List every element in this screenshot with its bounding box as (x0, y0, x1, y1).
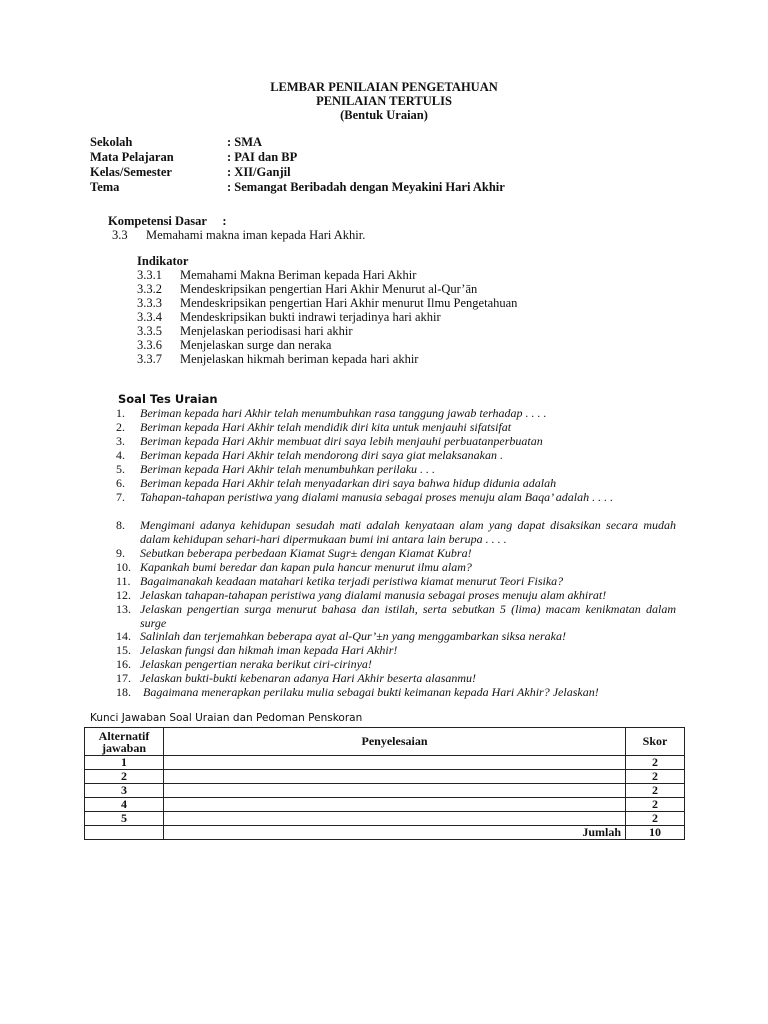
cell-empty (85, 826, 164, 840)
indikator-text: Mendeskripsikan pengertian Hari Akhir Menurut al-Qur’ān (180, 282, 478, 296)
indikator-text: Menjelaskan hikmah beriman kepada hari akhir (180, 352, 419, 366)
soal-text: Tahapan-tahapan peristiwa yang dialami manusia sebagai proses menuju alam Baqa’ adalah . . . . (140, 490, 614, 504)
soal-number: 2. (116, 420, 125, 434)
indikator-text: Memahami Makna Beriman kepada Hari Akhir (180, 268, 417, 282)
soal-item (116, 547, 676, 561)
indikator-heading: Indikator (137, 254, 189, 268)
cell-skor: 2 (626, 812, 685, 826)
indikator-item (137, 324, 353, 339)
soal-item (116, 407, 676, 421)
soal-item (116, 658, 676, 672)
soal-item (116, 449, 676, 463)
kompetensi-number: 3.3 (112, 228, 128, 242)
kunci-caption: Kunci Jawaban Soal Uraian dan Pedoman Penskoran (90, 712, 363, 724)
soal-item (116, 491, 676, 505)
cell-skor: 2 (626, 798, 685, 812)
soal-number: 3. (116, 434, 125, 448)
soal-text: Beriman kepada Hari Akhir telah mendidik diri kita untuk menjauhi sifatsifat (140, 420, 512, 434)
table-row (85, 770, 685, 784)
soal-text: Kapankah bumi beredar dan kapan pula hancur menurut ilmu alam? (140, 560, 472, 574)
soal-number: 14. (116, 629, 131, 643)
soal-text: Jelaskan fungsi dan hikmah iman kepada Hari Akhir! (140, 643, 398, 657)
soal-number: 8. (116, 518, 125, 532)
soal-text: Sebutkan beberapa perbedaan Kiamat Sugr± dengan Kiamat Kubra! (140, 546, 472, 560)
kompetensi-heading: Kompetensi Dasar : (108, 214, 227, 228)
kompetensi-text: Memahami makna iman kepada Hari Akhir. (146, 228, 366, 242)
sheet-form-type: (Bentuk Uraian) (340, 108, 428, 122)
info-value-mapel: : PAI dan BP (227, 150, 298, 164)
soal-item (116, 630, 676, 644)
soal-number: 6. (116, 476, 125, 490)
soal-item (116, 477, 676, 491)
soal-text: Bagaimanakah keadaan matahari ketika terjadi peristiwa kiamat menurut Teori Fisika? (140, 574, 564, 588)
info-value-tema: : Semangat Beribadah dengan Meyakini Hari Akhir (227, 180, 505, 194)
info-label-tema: Tema (90, 180, 120, 194)
soal-item (116, 672, 676, 686)
indikator-item (137, 338, 331, 353)
cell-alternatif: 4 (85, 798, 164, 812)
table-header-row (85, 728, 685, 756)
sheet-title: LEMBAR PENILAIAN PENGETAHUAN (270, 80, 498, 94)
soal-text: Salinlah dan terjemahkan beberapa ayat al-Qur’±n yang menggambarkan siksa neraka! (140, 629, 566, 643)
soal-number: 10. (116, 560, 131, 574)
indikator-text: Mendeskripsikan bukti indrawi terjadinya hari akhir (180, 310, 441, 324)
cell-alternatif: 2 (85, 770, 164, 784)
soal-number: 16. (116, 657, 131, 671)
cell-alternatif: 3 (85, 784, 164, 798)
total-label: Jumlah (164, 826, 626, 840)
soal-number: 4. (116, 448, 125, 462)
soal-text: Beriman kepada hari Akhir telah menumbuhkan rasa tanggung jawab terhadap . . . . (140, 406, 547, 420)
soal-text: Jelaskan pengertian neraka berikut ciri-cirinya! (140, 657, 372, 671)
cell-alternatif: 1 (85, 756, 164, 770)
indikator-item (137, 352, 418, 367)
indikator-item (137, 268, 416, 283)
indikator-number: 3.3.6 (137, 338, 162, 352)
soal-item (116, 435, 676, 449)
soal-item (116, 519, 676, 547)
indikator-number: 3.3.5 (137, 324, 162, 338)
soal-text: Bagaimana menerapkan perilaku mulia sebagai bukti keimanan kepada Hari Akhir? Jelaskan! (140, 685, 599, 699)
soal-item (116, 463, 676, 477)
soal-number: 7. (116, 490, 125, 504)
soal-item (116, 686, 676, 700)
table-row (85, 798, 685, 812)
cell-penyelesaian (164, 784, 626, 798)
cell-alternatif: 5 (85, 812, 164, 826)
indikator-number: 3.3.7 (137, 352, 162, 366)
soal-heading: Soal Tes Uraian (118, 392, 218, 406)
cell-skor: 2 (626, 770, 685, 784)
soal-text: Jelaskan bukti-bukti kebenaran adanya Hari Akhir beserta alasanmu! (140, 671, 477, 685)
header-alternatif: Alternatif jawaban (85, 728, 164, 756)
indikator-item (137, 282, 477, 297)
soal-number: 17. (116, 671, 131, 685)
info-label-kelas: Kelas/Semester (90, 165, 172, 179)
indikator-number: 3.3.3 (137, 296, 162, 310)
soal-number: 11. (116, 574, 131, 588)
cell-penyelesaian (164, 770, 626, 784)
indikator-item (137, 296, 517, 311)
sheet-subtitle: PENILAIAN TERTULIS (316, 94, 452, 108)
cell-skor: 2 (626, 756, 685, 770)
soal-text: Beriman kepada Hari Akhir telah menyadarkan diri saya bahwa hidup didunia adalah (140, 476, 557, 490)
soal-item (116, 644, 676, 658)
header-skor: Skor (626, 728, 685, 756)
header-penyelesaian: Penyelesaian (164, 728, 626, 756)
info-value-sekolah: : SMA (227, 135, 263, 149)
total-value: 10 (626, 826, 685, 840)
table-row (85, 784, 685, 798)
info-label-sekolah: Sekolah (90, 135, 133, 149)
soal-item (116, 575, 676, 589)
soal-item (116, 589, 676, 603)
soal-number: 9. (116, 546, 125, 560)
table-row (85, 812, 685, 826)
soal-text: Jelaskan tahapan-tahapan peristiwa yang dialami manusia sebagai proses menuju alam akhirat! (140, 588, 607, 602)
soal-number: 12. (116, 588, 131, 602)
indikator-number: 3.3.1 (137, 268, 162, 282)
indikator-text: Mendeskripsikan pengertian Hari Akhir menurut Ilmu Pengetahuan (180, 296, 518, 310)
soal-number: 13. (116, 602, 131, 616)
info-label-mapel: Mata Pelajaran (90, 150, 174, 164)
soal-item (116, 603, 676, 631)
soal-item (116, 421, 676, 435)
soal-item (116, 561, 676, 575)
soal-number: 1. (116, 406, 125, 420)
indikator-number: 3.3.2 (137, 282, 162, 296)
soal-text: Jelaskan pengertian surga menurut bahasa dan istilah, serta sebutkan 5 (lima) macam kenikmatan dalam surge (140, 602, 676, 630)
cell-penyelesaian (164, 756, 626, 770)
cell-penyelesaian (164, 812, 626, 826)
cell-skor: 2 (626, 784, 685, 798)
indikator-item (137, 310, 441, 325)
soal-text: Beriman kepada Hari Akhir membuat diri saya lebih menjauhi perbuatanperbuatan (140, 434, 543, 448)
cell-penyelesaian (164, 798, 626, 812)
info-value-kelas: : XII/Ganjil (227, 165, 291, 179)
indikator-text: Menjelaskan surge dan neraka (180, 338, 332, 352)
indikator-text: Menjelaskan periodisasi hari akhir (180, 324, 353, 338)
soal-text: Beriman kepada Hari Akhir telah menumbuhkan perilaku . . . (140, 462, 436, 476)
soal-text: Beriman kepada Hari Akhir telah mendorong diri saya giat melaksanakan . (140, 448, 503, 462)
soal-number: 5. (116, 462, 125, 476)
table-row (85, 756, 685, 770)
soal-text: Mengimani adanya kehidupan sesudah mati adalah kenyataan alam yang dapat disaksikan secara mudah dalam kehidupan sehari-hari dipermukaan bumi ini antara lain berupa . . . . (140, 518, 676, 546)
indikator-number: 3.3.4 (137, 310, 162, 324)
soal-number: 18. (116, 685, 131, 699)
soal-number: 15. (116, 643, 131, 657)
score-table (84, 727, 685, 840)
table-total-row (85, 826, 685, 840)
